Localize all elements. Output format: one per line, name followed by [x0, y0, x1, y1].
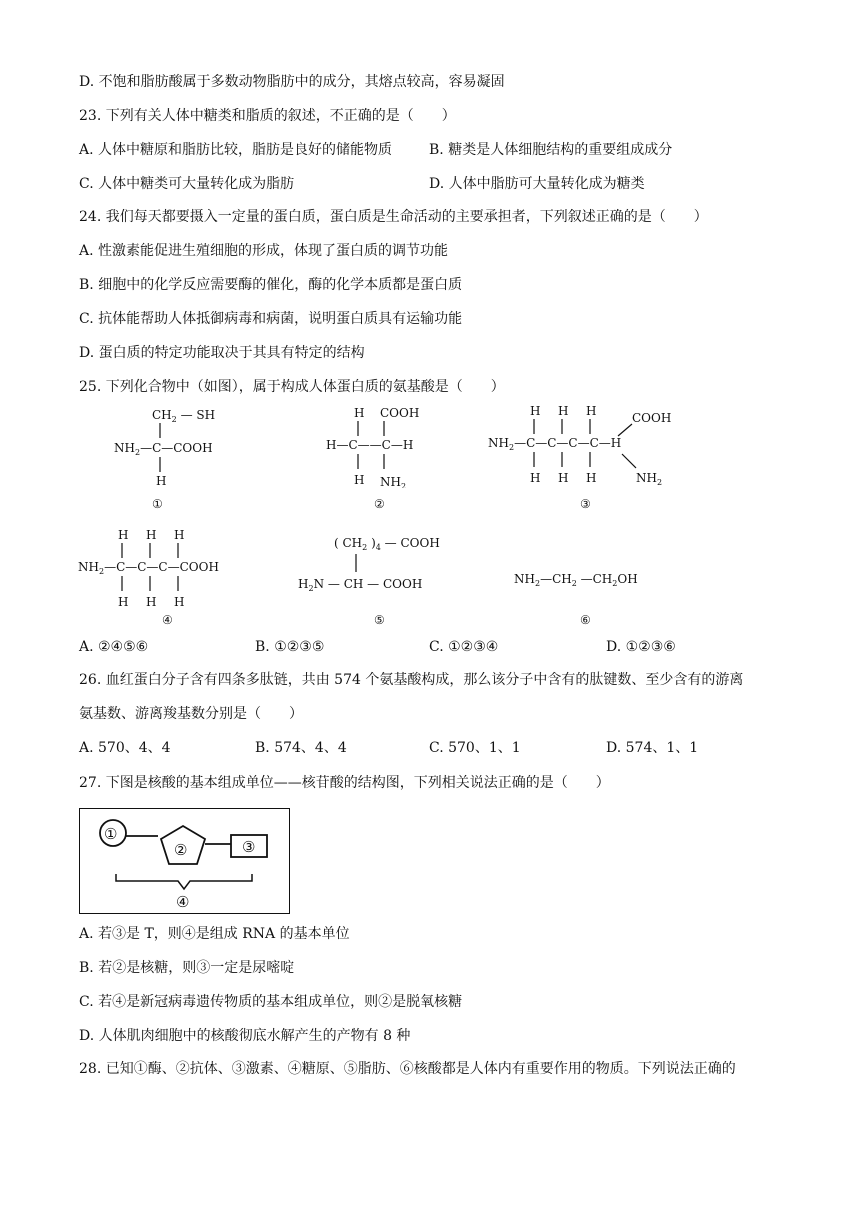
q25-option-c: C. ①②③④: [429, 639, 499, 655]
q27-option-c: C. 若④是新冠病毒遗传物质的基本组成单位，则②是脱氧核糖: [79, 994, 463, 1010]
svg-text:H: H: [354, 473, 365, 487]
svg-text:②: ②: [374, 497, 385, 511]
structure-5: [296, 530, 466, 596]
structure-3: [486, 402, 686, 488]
q28-stem: 28. 已知①酶、②抗体、③激素、④糖原、⑤脂肪、⑥核酸都是人体内有重要作用的物质。下列说法正确的: [79, 1061, 736, 1077]
q27-stem: 27. 下图是核酸的基本组成单位——核苷酸的结构图，下列相关说法正确的是（ ）: [79, 775, 610, 791]
svg-text:H: H: [118, 528, 129, 542]
q23-option-b: B. 糖类是人体细胞结构的重要组成成分: [429, 142, 673, 158]
svg-text:H: H: [146, 528, 157, 542]
svg-text:①: ①: [104, 825, 118, 843]
svg-text:H: H: [118, 595, 129, 609]
structure-6-label: [578, 608, 602, 628]
svg-text:H: H: [530, 471, 541, 485]
q25-stem: 25. 下列化合物中（如图），属于构成人体蛋白质的氨基酸是（ ）: [79, 379, 505, 395]
structure-6: [512, 566, 672, 590]
structure-1: [112, 404, 232, 488]
svg-text:H: H: [156, 474, 167, 488]
structure-5-label: [372, 608, 396, 628]
svg-text:③: ③: [242, 838, 256, 856]
q23-option-a: A. 人体中糖原和脂肪比较，脂肪是良好的储能物质: [79, 142, 393, 158]
q24-option-d: D. 蛋白质的特定功能取决于其具有特定的结构: [79, 345, 365, 361]
svg-text:H2N — CH — COOH: $H_2N$ — CH — COOH: [298, 577, 423, 593]
svg-text:H—C——C—H: H—C——C—H: [326, 438, 414, 452]
svg-text:( CH2 )4 — COOH: ( $CH_2$ )$_4$ — COOH: [334, 536, 440, 552]
svg-text:NH2—C—C—C—COOH: $NH_2—C—C—C—COOH$: [78, 560, 219, 576]
structure-4: [76, 526, 256, 610]
svg-text:①: ①: [152, 497, 163, 511]
q27-option-b: B. 若②是核糖，则③一定是尿嘧啶: [79, 960, 295, 976]
q24-stem: 24. 我们每天都要摄入一定量的蛋白质，蛋白质是生命活动的主要承担者，下列叙述正确的是（ ）: [79, 209, 708, 225]
q25-option-d: D. ①②③⑥: [606, 639, 676, 655]
svg-text:H: H: [586, 471, 597, 485]
structure-2-label: [372, 492, 396, 512]
svg-text:NH2: $NH_2$: [636, 471, 663, 487]
q27-option-d: D. 人体肌肉细胞中的核酸彻底水解产生的产物有 8 种: [79, 1028, 411, 1044]
nucleotide-diagram: [79, 808, 290, 914]
q26-option-c: C. 570、1、1: [429, 740, 521, 756]
q22-option-d: D. 不饱和脂肪酸属于多数动物脂肪中的成分，其熔点较高，容易凝固: [79, 74, 505, 90]
svg-text:②: ②: [174, 841, 188, 859]
svg-text:③: ③: [580, 497, 591, 511]
q27-option-a: A. 若③是 T，则④是组成 RNA 的基本单位: [79, 926, 350, 942]
svg-text:NH2: $NH_2$: [380, 475, 407, 488]
svg-text:H: H: [558, 404, 569, 418]
q25-option-a: A. ②④⑤⑥: [79, 639, 149, 655]
q24-option-a: A. 性激素能促进生殖细胞的形成，体现了蛋白质的调节功能: [79, 243, 449, 259]
svg-text:NH2—C—COOH: $NH_2—C—COOH$: [114, 441, 213, 457]
q23-stem: 23. 下列有关人体中糖类和脂质的叙述，不正确的是（ ）: [79, 108, 456, 124]
svg-text:H: H: [354, 406, 365, 420]
q26-option-a: A. 570、4、4: [79, 740, 171, 756]
svg-text:④: ④: [162, 613, 173, 627]
q23-option-d: D. 人体中脂肪可大量转化成为糖类: [429, 176, 645, 192]
structure-2: [322, 404, 432, 488]
q25-option-b: B. ①②③⑤: [255, 639, 325, 655]
q26-option-b: B. 574、4、4: [255, 740, 347, 756]
svg-text:H: H: [558, 471, 569, 485]
svg-text:NH2—C—C—C—C—H: $NH_2—C—C—C—C—H$: [488, 436, 622, 452]
svg-text:H: H: [530, 404, 541, 418]
svg-text:④: ④: [176, 893, 190, 911]
svg-text:CH2 — SH: $CH_2$ — SH: [152, 408, 216, 424]
svg-text:H: H: [146, 595, 157, 609]
q24-option-c: C. 抗体能帮助人体抵御病毒和病菌，说明蛋白质具有运输功能: [79, 311, 463, 327]
structure-3-label: [578, 492, 602, 512]
q26-stem-line1: 26. 血红蛋白分子含有四条多肽链，共由 574 个氨基酸构成，那么该分子中含有的肽键数、至少含有的游离: [79, 672, 744, 688]
svg-text:H: H: [174, 528, 185, 542]
q26-option-d: D. 574、1、1: [606, 740, 699, 756]
svg-text:⑥: ⑥: [580, 613, 591, 627]
svg-text:NH2—CH2 —CH2OH: $NH_2—CH_2$ $—CH_2OH$: [514, 572, 638, 588]
q24-option-b: B. 细胞中的化学反应需要酶的催化，酶的化学本质都是蛋白质: [79, 277, 463, 293]
structure-4-label: [160, 608, 184, 628]
q23-option-c: C. 人体中糖类可大量转化成为脂肪: [79, 176, 295, 192]
structure-1-label: [150, 492, 174, 512]
svg-text:COOH: COOH: [380, 406, 420, 420]
svg-text:H: H: [586, 404, 597, 418]
svg-text:COOH: COOH: [632, 411, 672, 425]
svg-text:⑤: ⑤: [374, 613, 385, 627]
q26-stem-line2: 氨基数、游离羧基数分别是（ ）: [79, 706, 303, 722]
svg-text:H: H: [174, 595, 185, 609]
